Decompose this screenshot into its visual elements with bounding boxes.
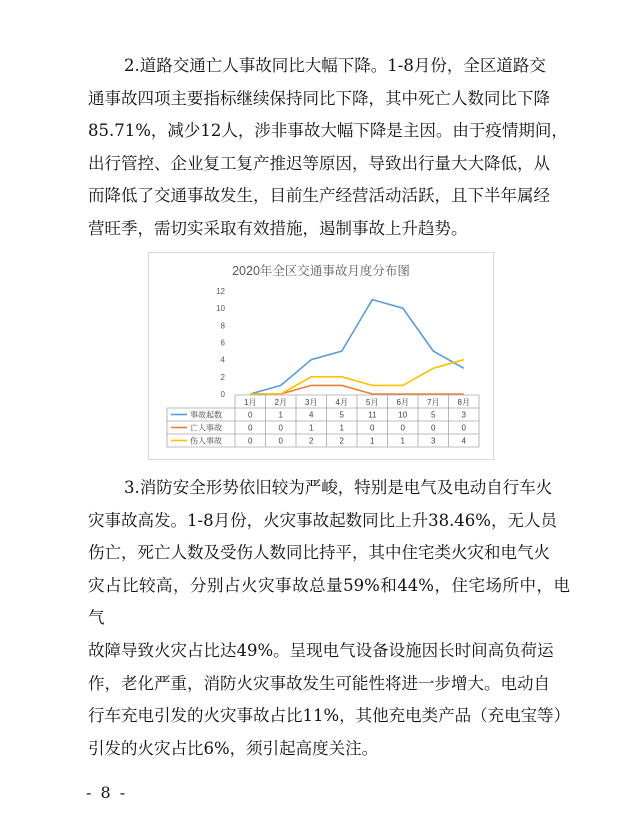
data-label: 10 xyxy=(398,410,408,420)
data-label: 0 xyxy=(461,423,466,433)
data-label: 2 xyxy=(339,436,344,446)
text-line: 灾事故高发。1-8月份，火灾事故起数同比上升38.46%，无人员 xyxy=(88,510,557,530)
data-label: 5 xyxy=(339,410,344,420)
data-label: 1 xyxy=(370,436,375,446)
y-tick-label: 4 xyxy=(220,355,225,365)
data-label: 0 xyxy=(248,410,253,420)
text-line: 引发的火灾占比6%，须引起高度关注。 xyxy=(88,738,379,758)
category-label: 4月 xyxy=(335,398,348,407)
legend-name: 亡人事故 xyxy=(190,423,222,433)
data-label: 0 xyxy=(248,436,253,446)
data-label: 0 xyxy=(431,423,436,433)
data-label: 0 xyxy=(278,423,283,433)
page-number: - 8 - xyxy=(86,783,128,802)
traffic-accident-chart xyxy=(148,252,494,460)
y-tick-label: 0 xyxy=(220,390,225,399)
category-label: 5月 xyxy=(366,398,379,407)
y-tick-label: 8 xyxy=(220,321,225,331)
text-line: 作，老化严重，消防火灾事故发生可能性将进一步增大。电动自 xyxy=(88,673,550,693)
data-label: 1 xyxy=(400,436,405,446)
text-line: 85.71%，减少12人，涉非事故大幅下降是主因。由于疫情期间， xyxy=(88,121,568,141)
chart-svg xyxy=(149,253,493,459)
text-line: 行车充电引发的火灾事故占比11%，其他充电类产品（充电宝等） xyxy=(88,706,571,726)
series-line-0 xyxy=(250,300,463,394)
data-label: 4 xyxy=(461,436,466,446)
chart-title: 2020年全区交通事故月度分布图 xyxy=(232,264,410,278)
data-label: 5 xyxy=(431,410,436,420)
y-tick-label: 12 xyxy=(216,287,225,296)
data-label: 0 xyxy=(370,423,375,433)
category-label: 2月 xyxy=(274,398,287,407)
paragraph-fire-safety xyxy=(88,472,570,765)
legend-name: 伤人事故 xyxy=(190,436,222,446)
category-label: 8月 xyxy=(457,398,470,407)
category-label: 3月 xyxy=(305,398,318,407)
text-line: 伤亡，死亡人数及受伤人数同比持平，其中住宅类火灾和电气火 xyxy=(88,543,550,563)
category-label: 6月 xyxy=(396,398,409,407)
data-label: 1 xyxy=(309,423,314,433)
y-tick-label: 10 xyxy=(216,304,225,314)
category-label: 7月 xyxy=(427,398,440,407)
data-label: 1 xyxy=(339,423,344,433)
data-label: 1 xyxy=(278,410,283,420)
text-line: 灾占比较高，分别占火灾事故总量59%和44%，住宅场所中，电气 xyxy=(88,575,570,628)
data-label: 0 xyxy=(400,423,405,433)
text-line: 出行管控、企业复工复产推迟等原因，导致出行量大大降低，从 xyxy=(88,153,550,173)
data-label: 2 xyxy=(309,436,314,446)
data-label: 0 xyxy=(278,436,283,446)
legend-name: 事故起数 xyxy=(190,410,222,420)
text-line: 营旺季，需切实采取有效措施，遏制事故上升趋势。 xyxy=(88,218,468,238)
data-label: 0 xyxy=(248,423,253,433)
data-label: 3 xyxy=(431,436,436,446)
text-line: 而降低了交通事故发生，目前生产经营活动活跃，且下半年属经 xyxy=(88,186,550,206)
data-label: 4 xyxy=(309,410,314,420)
y-tick-label: 2 xyxy=(220,372,225,382)
data-label: 11 xyxy=(368,410,377,420)
data-label: 3 xyxy=(461,410,466,420)
y-tick-label: 6 xyxy=(220,338,225,348)
category-label: 1月 xyxy=(244,398,257,407)
text-line: 2.道路交通亡人事故同比大幅下降。1-8月份，全区道路交 xyxy=(124,56,546,75)
paragraph-road-traffic xyxy=(88,50,570,246)
series-line-2 xyxy=(250,360,463,394)
text-line: 通事故四项主要指标继续保持同比下降，其中死亡人数同比下降 xyxy=(88,88,550,108)
text-line: 故障导致火灾占比达49%。呈现电气设备设施因长时间高负荷运 xyxy=(88,640,554,660)
text-line: 3.消防安全形势依旧较为严峻，特别是电气及电动自行车火 xyxy=(124,478,553,497)
